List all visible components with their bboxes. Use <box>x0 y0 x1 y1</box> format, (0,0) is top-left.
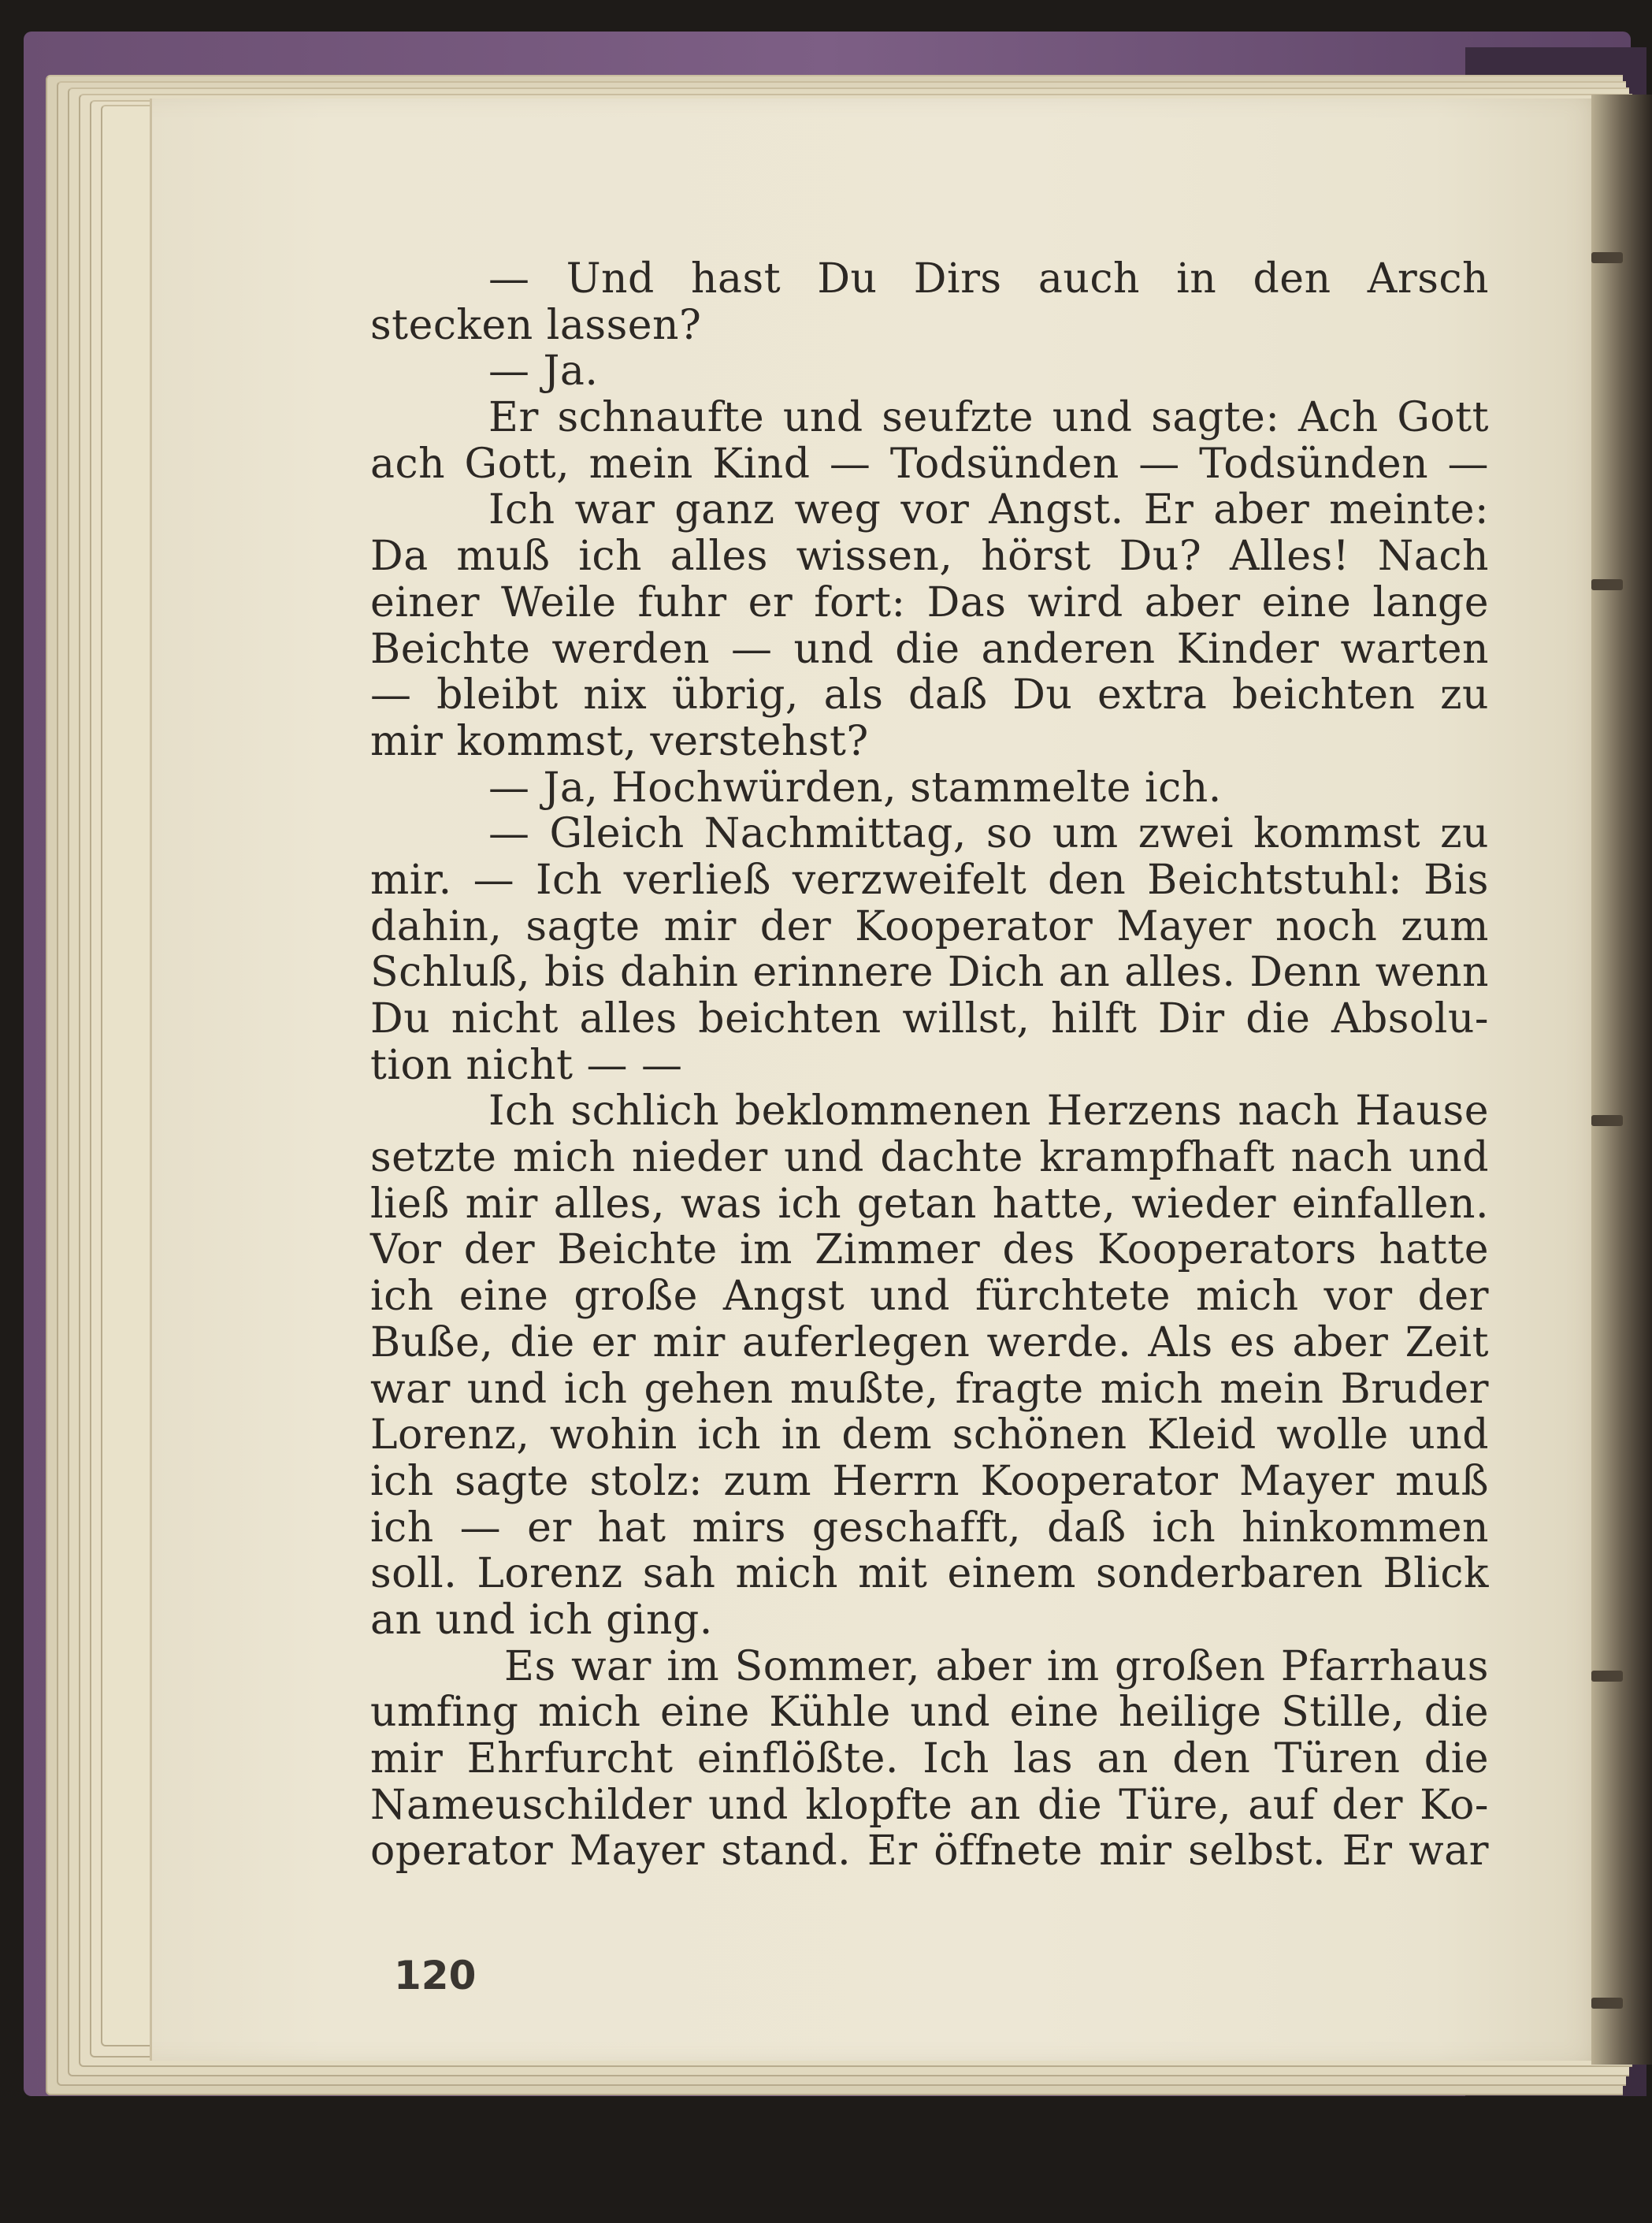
text-line: ich — er hat mirs geschafft, daß ich hinkommen <box>370 1504 1489 1552</box>
page-number: 120 <box>394 1953 477 1998</box>
text-line: Ich war ganz weg vor Angst. Er aber meinte: <box>488 486 1489 534</box>
text-line: Nameuschilder und klopfte an die Türe, auf der Ko- <box>370 1781 1489 1829</box>
text-line: ich eine große Angst und fürchtete mich vor der <box>370 1273 1489 1321</box>
text-line: mir Ehrfurcht einflößte. Ich las an den Türen die <box>370 1735 1489 1782</box>
text-line: Du nicht alles beichten willst, hilft Dir die Absolu- <box>370 995 1489 1043</box>
text-line: — Ja. <box>488 348 599 396</box>
text-line: operator Mayer stand. Er öffnete mir selbst. Er war <box>370 1827 1489 1875</box>
binding-gutter <box>1591 95 1652 2065</box>
text-line: — Und hast Du Dirs auch in den Arsch <box>488 255 1489 303</box>
text-line: dahin, sagte mir der Kooperator Mayer noch zum <box>370 902 1489 950</box>
text-line: — Ja, Hochwürden, stammelte ich. <box>488 764 1222 812</box>
text-line: Beichte werden — und die anderen Kinder warten <box>370 625 1489 673</box>
text-line: Es war im Sommer, aber im großen Pfarrhaus <box>504 1642 1489 1690</box>
text-line: ich sagte stolz: zum Herrn Kooperator Mayer muß <box>370 1457 1489 1505</box>
text-line: Schluß, bis dahin erinnere Dich an alles. Denn wenn <box>370 949 1489 997</box>
text-line: tion nicht — — <box>370 1041 683 1089</box>
text-line: Vor der Beichte im Zimmer des Kooperators hatte <box>370 1226 1489 1274</box>
text-line: Er schnaufte und seufzte und sagte: Ach Gott <box>488 394 1489 442</box>
binding-stitch <box>1591 1115 1623 1126</box>
text-line: — bleibt nix übrig, als daß Du extra beichten zu <box>370 671 1489 719</box>
text-line: mir kommst, verstehst? <box>370 717 869 765</box>
text-line: — Gleich Nachmittag, so um zwei kommst zu <box>488 810 1489 858</box>
binding-stitch <box>1591 1671 1623 1682</box>
binding-stitch <box>1591 252 1623 263</box>
text-line: Lorenz, wohin ich in dem schönen Kleid wolle und <box>370 1411 1489 1459</box>
text-line: an und ich ging. <box>370 1596 713 1644</box>
text-line: war und ich gehen mußte, fragte mich mein Bruder <box>370 1365 1489 1413</box>
text-line: ließ mir alles, was ich getan hatte, wieder einfallen. <box>370 1180 1489 1228</box>
binding-stitch <box>1591 579 1623 590</box>
text-line: ach Gott, mein Kind — Todsünden — Todsünden — <box>370 440 1489 488</box>
text-line: Da muß ich alles wissen, hörst Du? Alles! Nach <box>370 533 1489 581</box>
page-text-block <box>370 256 1489 1875</box>
text-line: setzte mich nieder und dachte krampfhaft nach und <box>370 1134 1489 1182</box>
binding-stitch <box>1591 1998 1623 2009</box>
text-line: stecken lassen? <box>370 301 702 349</box>
text-line: soll. Lorenz sah mich mit einem sonderbaren Blick <box>370 1550 1489 1598</box>
text-line: Ich schlich beklommenen Herzens nach Hause <box>488 1087 1489 1136</box>
text-line: umfing mich eine Kühle und eine heilige Stille, die <box>370 1689 1489 1737</box>
text-line: Buße, die er mir auferlegen werde. Als es aber Zeit <box>370 1318 1489 1366</box>
text-line: mir. — Ich verließ verzweifelt den Beichtstuhl: Bis <box>370 856 1489 904</box>
text-line: einer Weile fuhr er fort: Das wird aber eine lange <box>370 578 1489 626</box>
